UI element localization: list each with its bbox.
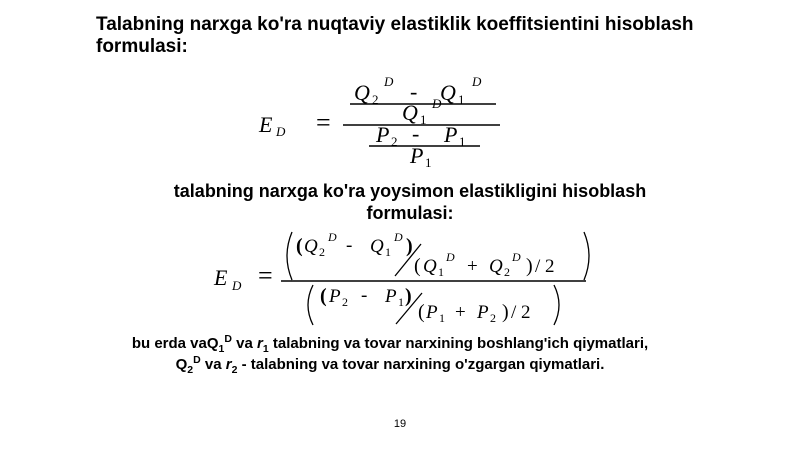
f1-minus-bot: - (412, 121, 420, 146)
f2-lhs-e: E (214, 265, 228, 290)
f1-p1: P (444, 122, 458, 147)
f2-d-p1b: P (426, 302, 438, 323)
f2-n-q1b: Q (423, 256, 437, 277)
f1-pden-sub: 1 (425, 155, 432, 170)
f1-q2-sub: 2 (372, 92, 379, 107)
note-r2-sub: 2 (231, 364, 238, 376)
f2-n-q1-sup: D (394, 230, 403, 244)
f2-d-lp2: ( (418, 301, 425, 323)
variable-explanation (120, 333, 660, 375)
f2-n-q2b: Q (489, 256, 503, 277)
f1-minus-top: - (410, 79, 418, 104)
f1-pden: P (410, 143, 424, 168)
f2-d-rp: ) (405, 285, 412, 307)
f2-d-p2b: P (477, 302, 489, 323)
f1-lhs-e: E (259, 112, 273, 137)
f2-d-p2b-sub: 2 (490, 311, 496, 325)
f1-qden-sup: D (432, 96, 442, 111)
f1-equals: = (316, 108, 331, 137)
note-q2-sub: 2 (187, 364, 194, 376)
note-r1: r (257, 335, 263, 352)
f2-n-rp: ) (406, 235, 413, 257)
f2-n-q2-sup: D (328, 230, 337, 244)
f2-d-p1: P (385, 286, 397, 307)
f1-q1: Q (440, 80, 456, 105)
arc-elasticity-heading: talabning narxga ko'ra yoysimon elastikligini hisoblash formulasi: (173, 181, 647, 223)
f1-q1-sub: 1 (458, 92, 465, 107)
f2-n-q1: Q (370, 236, 384, 257)
f2-n-q1b-sub: 1 (438, 265, 444, 279)
f2-n-q1b-sup: D (446, 250, 455, 264)
f2-d-rp2: ) (502, 301, 509, 323)
f2-d-lp: ( (320, 285, 327, 307)
f1-p2-sub: 2 (391, 134, 398, 149)
f2-n-rp2: ) (526, 255, 533, 277)
note-part1: bu erda vaQ (131, 335, 219, 352)
f1-q2: Q (354, 80, 370, 105)
f1-lhs-sub: D (276, 124, 286, 139)
page-number: 19 (393, 418, 407, 430)
f2-n-q2: Q (304, 236, 318, 257)
note-r2: r (225, 356, 232, 373)
f2-n-q1-sub: 1 (385, 245, 391, 259)
f2-d-div2: / 2 (511, 302, 531, 323)
f1-p2: P (376, 122, 390, 147)
note-r1-sub: 1 (262, 343, 269, 355)
f2-lhs-sub: D (232, 278, 242, 293)
f2-n-q2b-sub: 2 (504, 265, 510, 279)
f2-d-minus: - (361, 285, 368, 306)
f2-d-plus: + (455, 302, 466, 323)
f1-qden: Q (402, 100, 418, 125)
f2-d-p2: P (329, 286, 341, 307)
note-part2: va (231, 335, 257, 352)
note-q1-sub: 1 (218, 343, 225, 355)
note-part4: va (200, 356, 226, 373)
note-q2-sup: D (193, 354, 201, 366)
f2-d-p2-sub: 2 (342, 295, 348, 309)
f2-num-lparen (287, 232, 292, 280)
note-part5: - talabning va tovar narxining o'zgargan qiymatlari. (237, 356, 605, 373)
f2-n-q2b-sup: D (512, 250, 521, 264)
f1-p1-sub: 1 (459, 134, 466, 149)
note-part3: talabning va tovar narxining boshlang'ich qiymatlari, Q (175, 335, 649, 373)
f2-d-p1-sub: 1 (398, 295, 404, 309)
f1-q1-sup: D (472, 74, 482, 89)
slide-title: Talabning narxga ko'ra nuqtaviy elastiklik koeffitsientini hisoblash formulasi: (96, 14, 694, 57)
f2-n-plus: + (467, 256, 478, 277)
f2-n-div2: / 2 (535, 256, 555, 277)
f2-den-lparen (308, 285, 313, 325)
f2-den-rparen (554, 285, 559, 325)
f2-n-lp: ( (296, 235, 303, 257)
f2-equals: = (258, 261, 273, 290)
f2-n-minus: - (346, 235, 353, 256)
f2-n-lp2: ( (414, 255, 421, 277)
f1-qden-sub: 1 (420, 112, 427, 127)
f2-num-rparen (584, 232, 589, 280)
f1-q2-sup: D (384, 74, 394, 89)
f2-d-p1b-sub: 1 (439, 311, 445, 325)
note-q1-sup: D (224, 333, 232, 345)
f2-n-q2-sub: 2 (319, 245, 325, 259)
